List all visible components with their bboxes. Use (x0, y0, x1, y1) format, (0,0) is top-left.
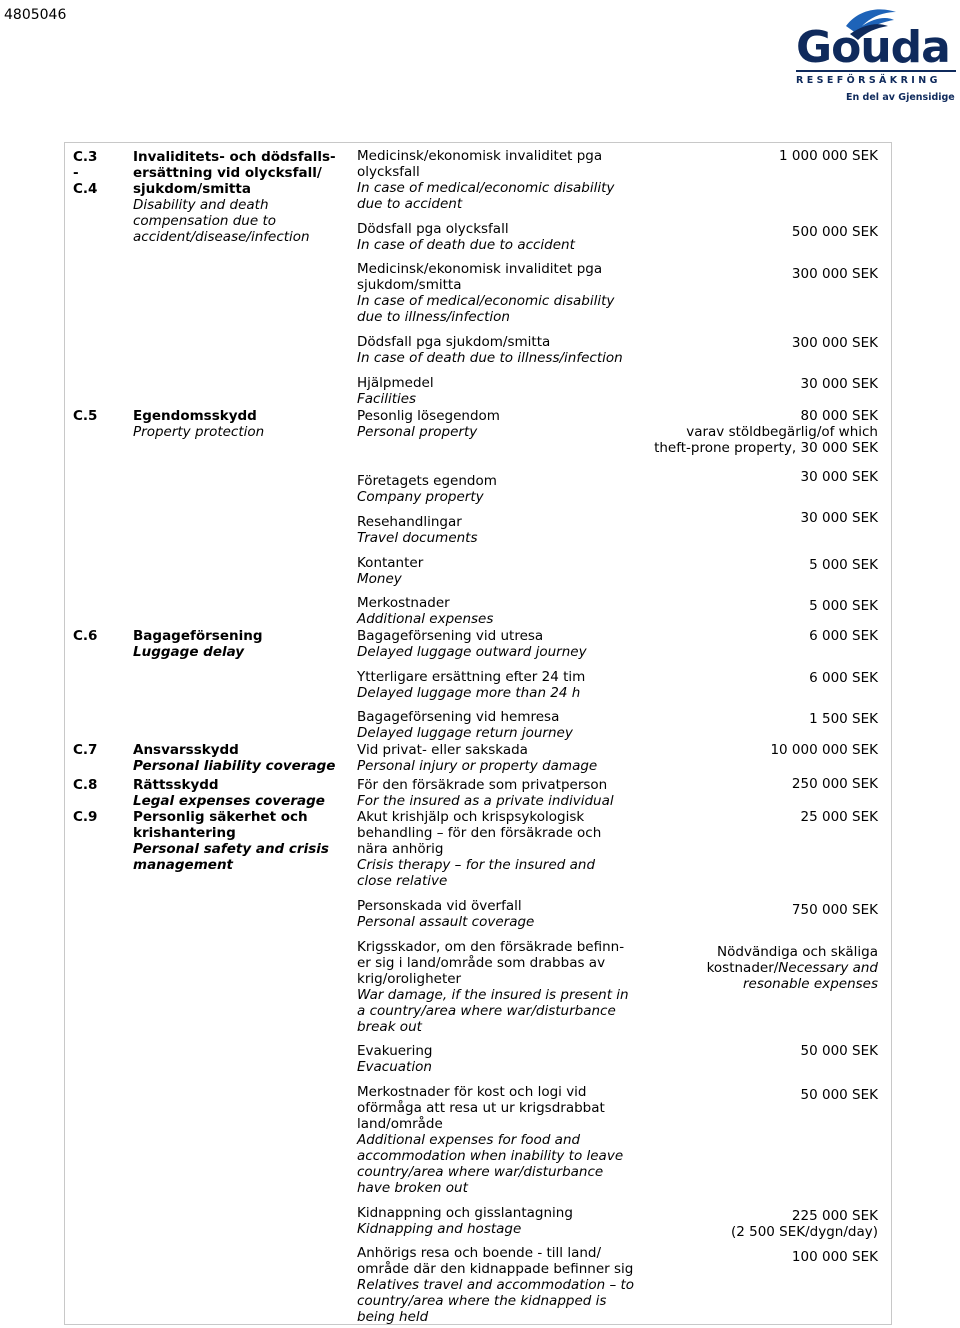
item-amount: 50 000 SEK (800, 1087, 878, 1103)
item-label-sv: Pesonlig lösegendom (357, 408, 500, 424)
item-label-en: Personal property (357, 424, 478, 440)
item-label-sv: Krigsskador, om den försäkrade befinn- er sig i land/område som drabbas av krig/oroligheter (357, 939, 625, 987)
item-amount: 300 000 SEK (791, 266, 878, 282)
item-label-en: In case of death due to accident (357, 237, 575, 253)
section-title-sv: Invaliditets- och dödsfalls- ersättning vid olycksfall/ sjukdom/smitta (133, 149, 336, 197)
section-title-sv: Egendomsskydd (133, 408, 257, 424)
item-label-sv: Medicinsk/ekonomisk invaliditet pga sjukdom/smitta (357, 261, 603, 293)
item-label-sv: Vid privat- eller sakskada (357, 742, 528, 758)
item-amount: 5 000 SEK (809, 598, 878, 614)
item-amount-note: varav stöldbegärlig/of which theft-prone property, 30 000 SEK (654, 424, 878, 456)
coverage-item (357, 334, 639, 366)
gouda-logo (792, 4, 958, 104)
coverage-item (357, 595, 639, 627)
item-label-sv: Evakuering (357, 1043, 433, 1059)
item-amount: 1 000 000 SEK (779, 148, 878, 164)
item-label-sv: Hjälpmedel (357, 375, 434, 391)
item-amount: 5 000 SEK (809, 557, 878, 573)
item-label-sv: Anhörigs resa och boende - till land/ område där den kidnappade befinner sig (357, 1245, 634, 1277)
item-amount: 750 000 SEK (791, 902, 878, 918)
item-label-sv: Kidnappning och gisslantagning (357, 1205, 573, 1221)
item-label-en: In case of medical/economic disability due to accident (357, 180, 615, 212)
item-label-en: Evacuation (357, 1059, 432, 1075)
item-amount: 30 000 SEK (800, 510, 878, 526)
item-label-en: War damage, if the insured is present in a country/area where war/disturbance break out (357, 987, 629, 1035)
section-title (133, 777, 341, 809)
section-title-sv: Personlig säkerhet och krishantering (133, 809, 308, 841)
section-title (133, 809, 341, 873)
item-label-en: Company property (357, 489, 484, 505)
section-title-sv: Rättsskydd (133, 777, 219, 793)
item-label-en: Additional expenses (357, 611, 494, 627)
item-amount: 225 000 SEK (2 500 SEK/dygn/day) (730, 1208, 878, 1240)
section-title-sv: Ansvarsskydd (133, 742, 239, 758)
section-title-en: Legal expenses coverage (133, 793, 325, 809)
item-amount: 100 000 SEK (791, 1249, 878, 1265)
section-code: C.5 (73, 408, 98, 424)
item-label-en: Travel documents (357, 530, 478, 546)
item-label-sv: Bagageförsening vid utresa (357, 628, 544, 644)
item-amount: 6 000 SEK (809, 628, 878, 644)
section-title-en: Personal liability coverage (133, 758, 336, 774)
coverage-item (357, 939, 639, 1035)
coverage-item (357, 709, 639, 741)
item-label-en: Delayed luggage outward journey (357, 644, 587, 660)
coverage-item (357, 1043, 639, 1075)
item-label-en: Delayed luggage return journey (357, 725, 573, 741)
item-amount: 250 000 SEK (791, 776, 878, 792)
coverage-item (357, 375, 639, 407)
item-label-sv: Kontanter (357, 555, 424, 571)
item-label-en: Additional expenses for food and accommodation when inability to leave country/area where war/disturbance have broken out (357, 1132, 624, 1196)
item-label-sv: Merkostnader för kost och logi vid oförmåga att resa ut ur krigsdrabbat land/område (357, 1084, 605, 1132)
coverage-item (357, 1205, 639, 1237)
item-amount-value: 80 000 SEK (800, 408, 878, 424)
coverage-item (357, 555, 639, 587)
section-code: C.7 (73, 742, 98, 758)
item-amount (638, 944, 878, 992)
coverage-item (357, 669, 639, 701)
coverage-item (357, 1084, 639, 1196)
item-label-sv: Bagageförsening vid hemresa (357, 709, 560, 725)
coverage-item (357, 221, 639, 253)
coverage-item (357, 148, 639, 212)
item-label-en: For the insured as a private individual (357, 793, 614, 809)
section-title (133, 408, 341, 440)
item-label-en: Delayed luggage more than 24 h (357, 685, 581, 701)
section-code: C.3 - C.4 (73, 149, 98, 197)
item-label-en: Kidnapping and hostage (357, 1221, 522, 1237)
item-label-en: Money (357, 571, 402, 587)
item-amount-en: Necessary and resonable expenses (743, 960, 878, 992)
logo-subtitle: RESEFÖRSÄKRING (796, 70, 956, 89)
section-code: C.9 (73, 809, 98, 825)
item-label-sv: Ytterligare ersättning efter 24 tim (357, 669, 586, 685)
item-label-en: In case of medical/economic disability due to illness/infection (357, 293, 615, 325)
coverage-item (357, 777, 639, 809)
logo-tagline: En del av Gjensidige (846, 92, 955, 103)
logo-wordmark: Gouda (796, 22, 950, 73)
item-label-sv: Dödsfall pga sjukdom/smitta (357, 334, 551, 350)
section-title-en: Personal safety and crisis management (133, 841, 329, 873)
coverage-item (357, 898, 639, 930)
section-title-en: Property protection (133, 424, 265, 440)
item-amount: 30 000 SEK (800, 469, 878, 485)
coverage-item (357, 742, 639, 774)
item-label-sv: Resehandlingar (357, 514, 462, 530)
item-label-en: In case of death due to illness/infection (357, 350, 623, 366)
item-amount: 25 000 SEK (800, 809, 878, 825)
coverage-item (357, 809, 639, 889)
section-title (133, 628, 341, 660)
section-code: C.6 (73, 628, 98, 644)
item-label-en: Personal assault coverage (357, 914, 535, 930)
section-code: C.8 (73, 777, 98, 793)
document-id: 4805046 (4, 7, 67, 23)
item-label-sv: Merkostnader (357, 595, 450, 611)
coverage-item (357, 473, 639, 505)
item-amount: 6 000 SEK (809, 670, 878, 686)
coverage-item (357, 408, 639, 440)
item-label-sv: Företagets egendom (357, 473, 497, 489)
item-label-sv: Medicinsk/ekonomisk invaliditet pga olycksfall (357, 148, 603, 180)
section-title-en: Luggage delay (133, 644, 245, 660)
item-amount: 10 000 000 SEK (770, 742, 878, 758)
item-amount: 300 000 SEK (791, 335, 878, 351)
item-amount: 500 000 SEK (791, 224, 878, 240)
section-title (133, 742, 341, 774)
section-title-en: Disability and death compensation due to accident/disease/infection (133, 197, 310, 245)
item-label-en: Crisis therapy – for the insured and close relative (357, 857, 596, 889)
item-label-sv: Akut krishjälp och krispsykologisk behandling – för den försäkrade och nära anhörig (357, 809, 602, 857)
coverage-item (357, 514, 639, 546)
section-title-sv: Bagageförsening (133, 628, 263, 644)
item-label-en: Relatives travel and accommodation – to country/area where the kidnapped is being held (357, 1277, 635, 1325)
item-label-en: Facilities (357, 391, 417, 407)
item-amount-sv: Nödvändiga och skäliga kostnader/ (706, 944, 878, 976)
item-amount: 50 000 SEK (800, 1043, 878, 1059)
item-amount: 1 500 SEK (809, 711, 878, 727)
coverage-item (357, 261, 639, 325)
item-amount: 30 000 SEK (800, 376, 878, 392)
item-label-en: Personal injury or property damage (357, 758, 598, 774)
item-label-sv: För den försäkrade som privatperson (357, 777, 608, 793)
section-title (133, 149, 341, 245)
item-label-sv: Dödsfall pga olycksfall (357, 221, 509, 237)
coverage-item (357, 1245, 639, 1325)
item-label-sv: Personskada vid överfall (357, 898, 522, 914)
coverage-item (357, 628, 639, 660)
item-amount (638, 408, 878, 456)
